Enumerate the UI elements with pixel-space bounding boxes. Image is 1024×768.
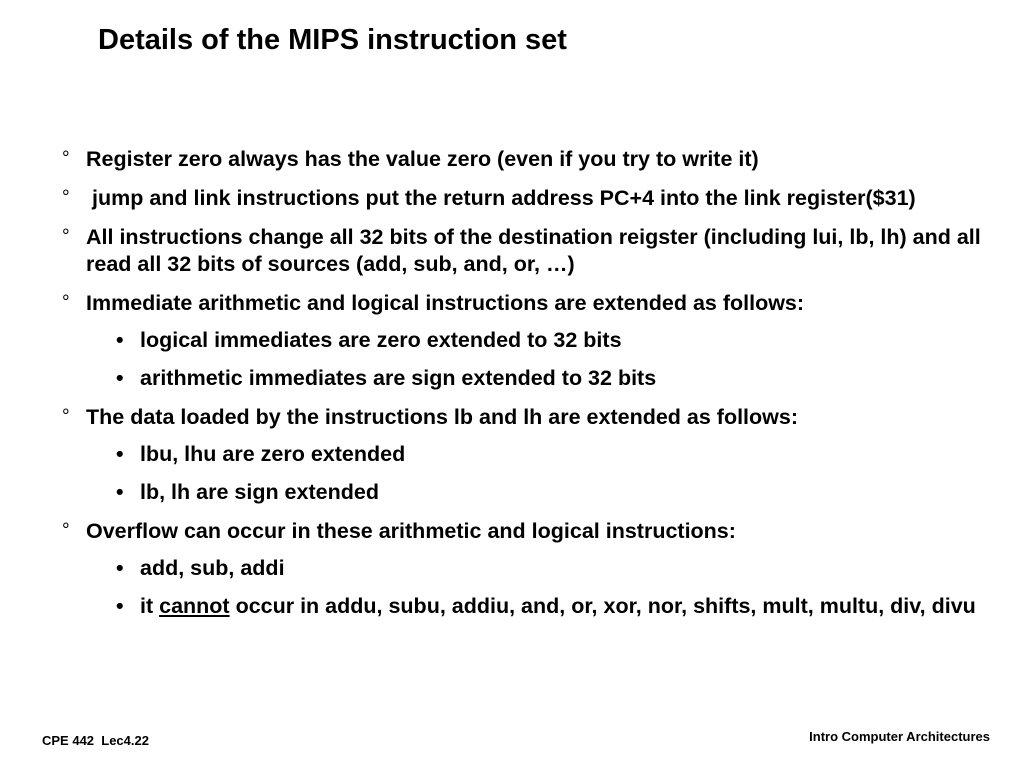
degree-bullet-icon: ° bbox=[62, 226, 70, 247]
sub-bullet-no-overflow-instructions bbox=[60, 593, 1000, 620]
dot-bullet-icon: • bbox=[116, 594, 124, 618]
dot-bullet-icon: • bbox=[116, 556, 124, 580]
bullet-overflow bbox=[60, 518, 1000, 545]
sub-bullet-suffix: occur in addu, subu, addiu, and, or, xor, nor, shifts, mult, multu, div, divu bbox=[229, 594, 976, 618]
bullet-immediate-extension bbox=[60, 290, 1000, 317]
footer-course-label: CPE 442 Lec4.22 bbox=[42, 733, 149, 748]
bullet-all-instructions bbox=[60, 224, 1000, 278]
sub-bullet-text: lbu, lhu are zero extended bbox=[140, 442, 406, 466]
sub-bullet-lb-lh bbox=[60, 479, 1000, 506]
degree-bullet-icon: ° bbox=[62, 406, 70, 427]
bullet-text: Immediate arithmetic and logical instructions are extended as follows: bbox=[86, 291, 805, 315]
bullet-jump-and-link bbox=[60, 185, 1000, 212]
footer-course-title: Intro Computer Architectures bbox=[809, 729, 990, 744]
sub-bullet-text bbox=[140, 594, 976, 618]
bullet-load-extension bbox=[60, 404, 1000, 431]
degree-bullet-icon: ° bbox=[62, 520, 70, 541]
dot-bullet-icon: • bbox=[116, 366, 124, 390]
sub-bullet-lbu-lhu bbox=[60, 441, 1000, 468]
sub-bullet-text: logical immediates are zero extended to 32 bits bbox=[140, 328, 622, 352]
bullet-text: jump and link instructions put the return address PC+4 into the link register($31) bbox=[86, 186, 916, 210]
bullet-text: Register zero always has the value zero (even if you try to write it) bbox=[86, 147, 759, 171]
dot-bullet-icon: • bbox=[116, 480, 124, 504]
degree-bullet-icon: ° bbox=[62, 187, 70, 208]
sub-bullet-overflow-instructions bbox=[60, 555, 1000, 582]
sub-bullet-text: arithmetic immediates are sign extended to 32 bits bbox=[140, 366, 657, 390]
slide-title: Details of the MIPS instruction set bbox=[98, 24, 567, 56]
bullet-text: Overflow can occur in these arithmetic and logical instructions: bbox=[86, 519, 736, 543]
sub-bullet-logical-immediates bbox=[60, 327, 1000, 354]
degree-bullet-icon: ° bbox=[62, 148, 70, 169]
degree-bullet-icon: ° bbox=[62, 292, 70, 313]
bullet-text: The data loaded by the instructions lb and lh are extended as follows: bbox=[86, 405, 799, 429]
sub-bullet-text: lb, lh are sign extended bbox=[140, 480, 379, 504]
dot-bullet-icon: • bbox=[116, 442, 124, 466]
sub-bullet-prefix: it bbox=[140, 594, 160, 618]
bullet-register-zero bbox=[60, 146, 1000, 173]
sub-bullet-text: add, sub, addi bbox=[140, 556, 285, 580]
bullet-text: All instructions change all 32 bits of the destination reigster (including lui, lb, lh) and all read all 32 bits of sources (add, sub, and, or, …) bbox=[86, 225, 981, 276]
bullet-list bbox=[60, 146, 1000, 631]
sub-bullet-arithmetic-immediates bbox=[60, 365, 1000, 392]
underlined-word: cannot bbox=[159, 594, 230, 618]
dot-bullet-icon: • bbox=[116, 328, 124, 352]
